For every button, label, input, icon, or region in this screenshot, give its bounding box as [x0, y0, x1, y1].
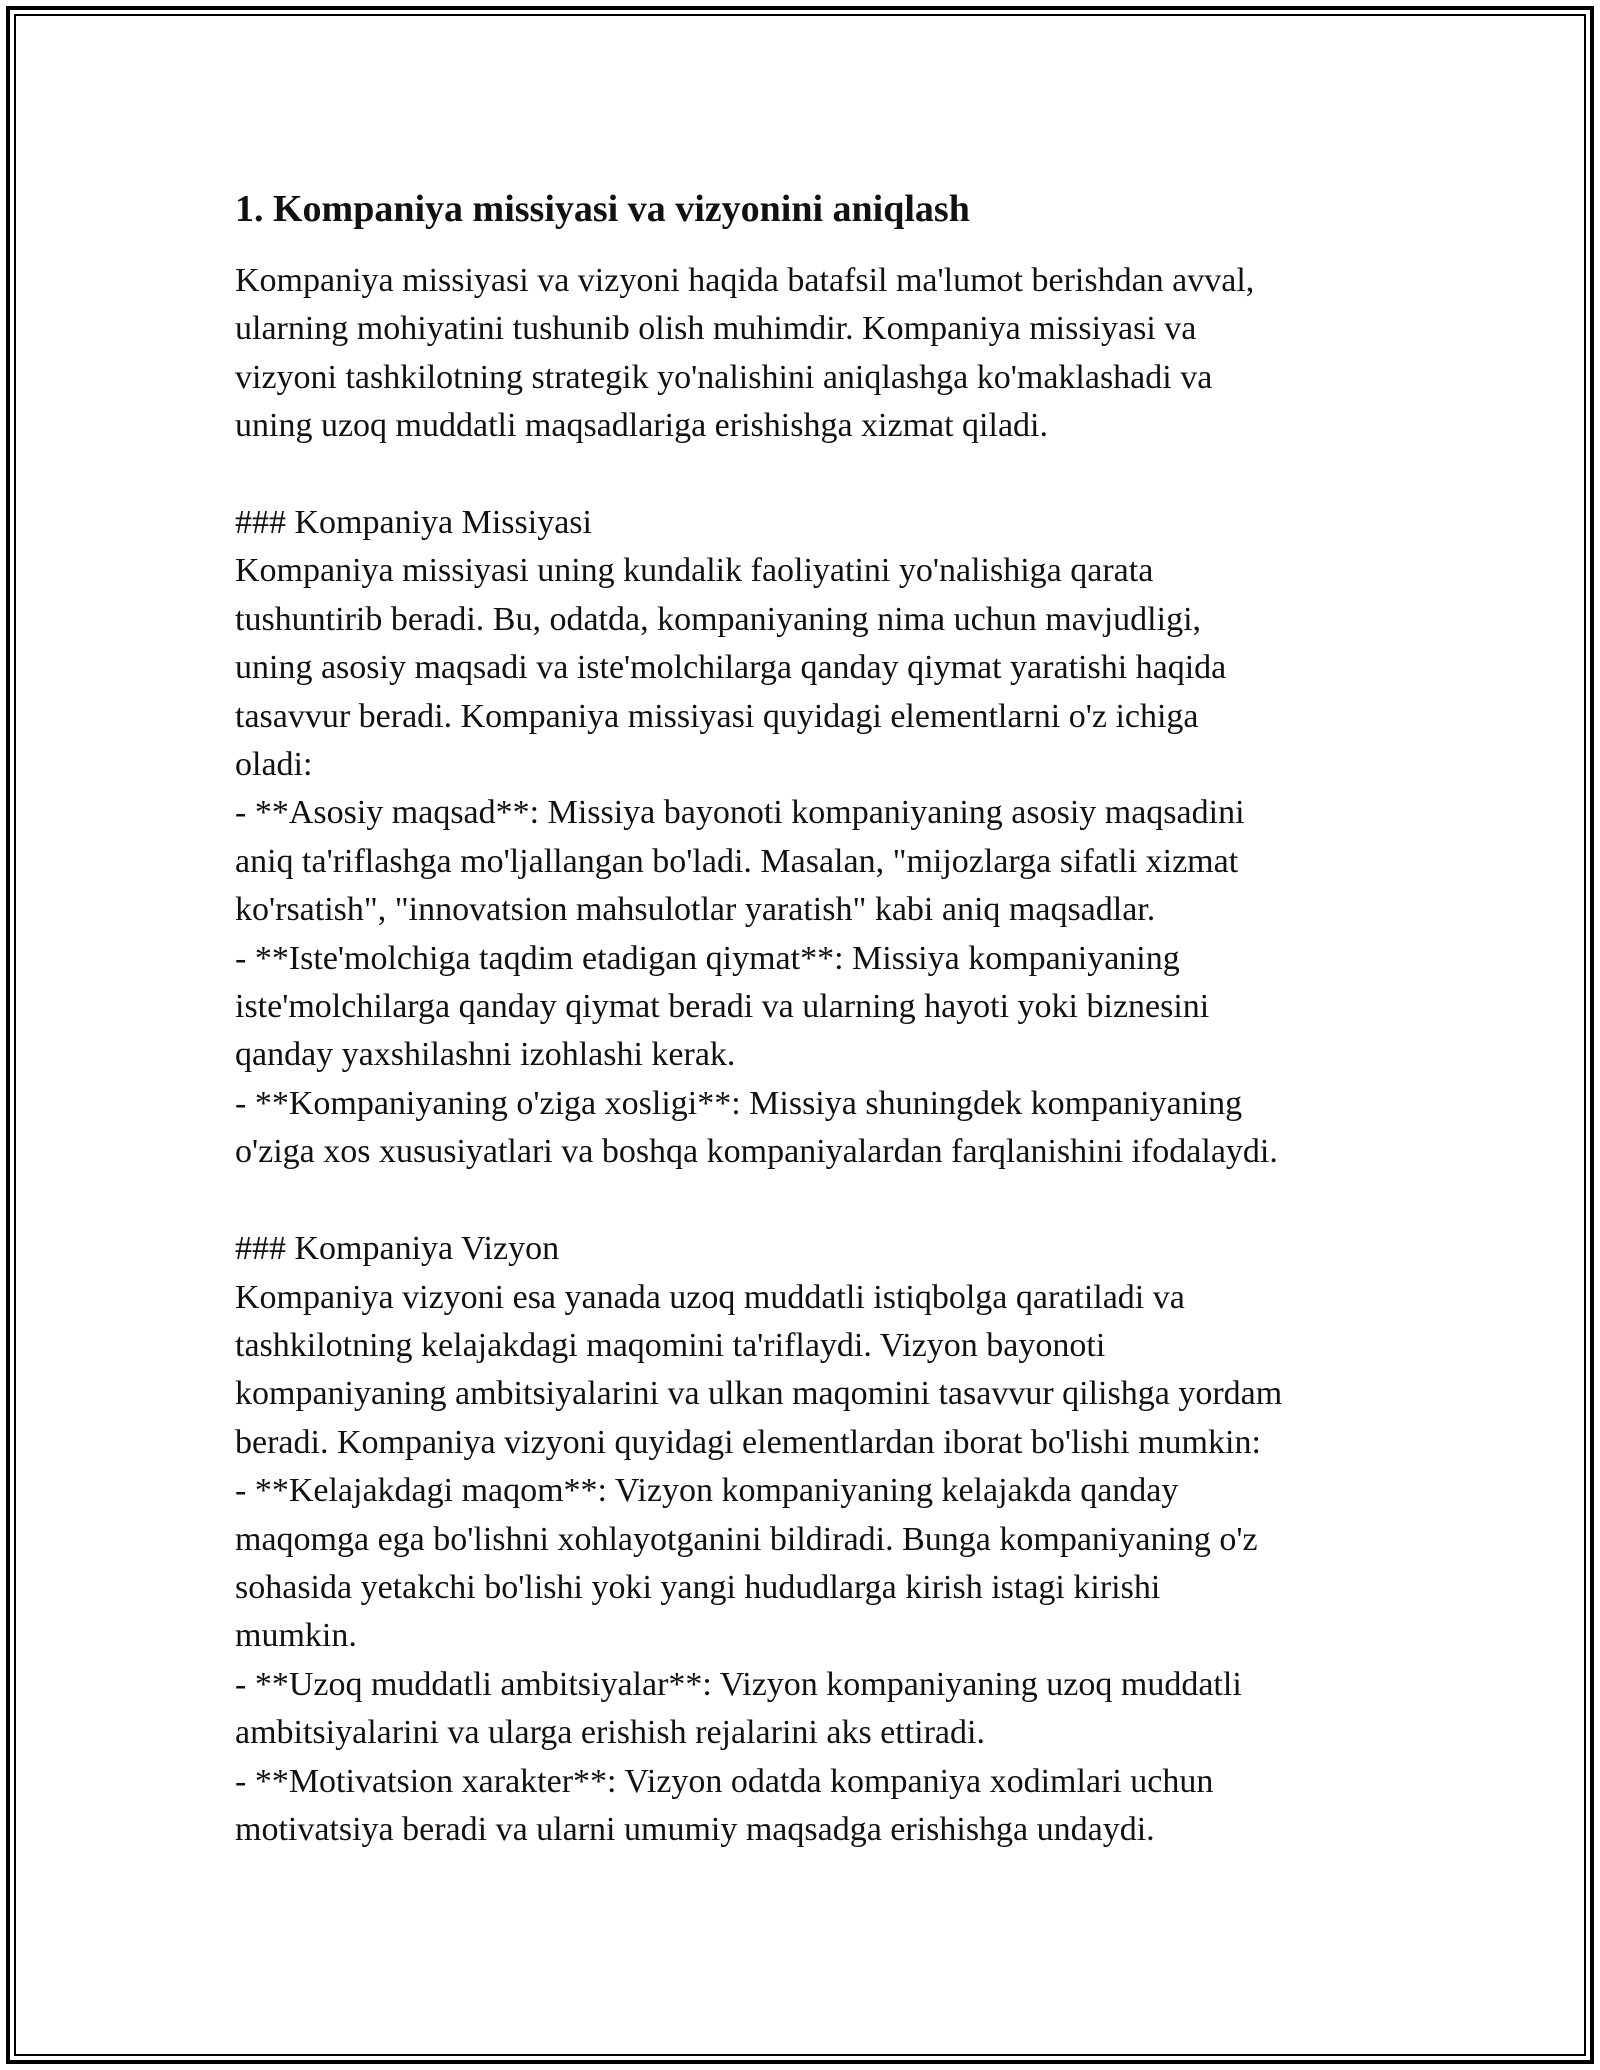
section-body-missiya: Kompaniya missiyasi uning kundalik faoliyatini yo'nalishiga qarata tushuntirib beradi. Bu, odatda, kompaniyaning nima uchun mavjudligi, uning asosiy maqsadi va iste'molchilarga qanday qiymat yaratishi haqida tasavvur beradi. Kompaniya missiyasi quyidagi elementlarni o'z ichiga oladi: — [235, 552, 1227, 784]
list-item: - **Kompaniyaning o'ziga xosligi**: Missiya shuningdek kompaniyaning o'ziga xos xususiyatlari va boshqa kompaniyalardan farqlanishini ifodalaydi. — [235, 1084, 1278, 1171]
list-item: - **Asosiy maqsad**: Missiya bayonoti kompaniyaning asosiy maqsadini aniq ta'riflashga mo'ljallangan bo'ladi. Masalan, "mijozlarga sifatli xizmat ko'rsatish", "innovatsion mahsulotlar yaratish" kabi aniq maqsadlar. — [235, 794, 1245, 929]
section-heading-missiya: ### Kompaniya Missiyasi — [235, 504, 592, 542]
document-title: 1. Kompaniya missiyasi va vizyonini aniqlash — [235, 188, 970, 230]
list-item: - **Motivatsion xarakter**: Vizyon odatda kompaniya xodimlari uchun motivatsiya beradi va ularni umumiy maqsadga erishishga undaydi. — [235, 1762, 1214, 1848]
list-item: - **Uzoq muddatli ambitsiyalar**: Vizyon kompaniyaning uzoq muddatli ambitsiyalarini va ularga erishish rejalarini aks ettiradi. — [235, 1665, 1242, 1752]
list-item: - **Iste'molchiga taqdim etadigan qiymat**: Missiya kompaniyaning iste'molchilarga qanday qiymat beradi va ularning hayoti yoki biznesini qanday yaxshilashni izohlashi kerak. — [235, 939, 1210, 1074]
document-body — [235, 185, 1385, 1854]
section-heading-vizyon: ### Kompaniya Vizyon — [235, 1230, 560, 1268]
section-body-vizyon: Kompaniya vizyoni esa yanada uzoq muddatli istiqbolga qaratiladi va tashkilotning kelajakdagi maqomini ta'riflaydi. Vizyon bayonoti kompaniyaning ambitsiyalarini va ulkan maqomini tasavvur qilishga yordam beradi. Kompaniya vizyoni quyidagi elementlardan iborat bo'lishi mumkin: — [235, 1278, 1283, 1461]
paragraph-gap — [235, 1177, 1385, 1225]
list-item: - **Kelajakdagi maqom**: Vizyon kompaniyaning kelajakda qanday maqomga ega bo'lishni xohlayotganini bildiradi. Bunga kompaniyaning o'z sohasida yetakchi bo'lishi yoki yangi hududlarga kirish istagi kirishi mumkin. — [235, 1472, 1258, 1655]
intro-paragraph: Kompaniya missiyasi va vizyoni haqida batafsil ma'lumot berishdan avval, ularning mohiyatini tushunib olish muhimdir. Kompaniya missiyasi va vizyoni tashkilotning strategik yo'nalishini aniqlashga ko'maklashadi va uning uzoq muddatli maqsadlariga erishishga xizmat qiladi. — [235, 262, 1255, 445]
paragraph-gap — [235, 451, 1385, 499]
